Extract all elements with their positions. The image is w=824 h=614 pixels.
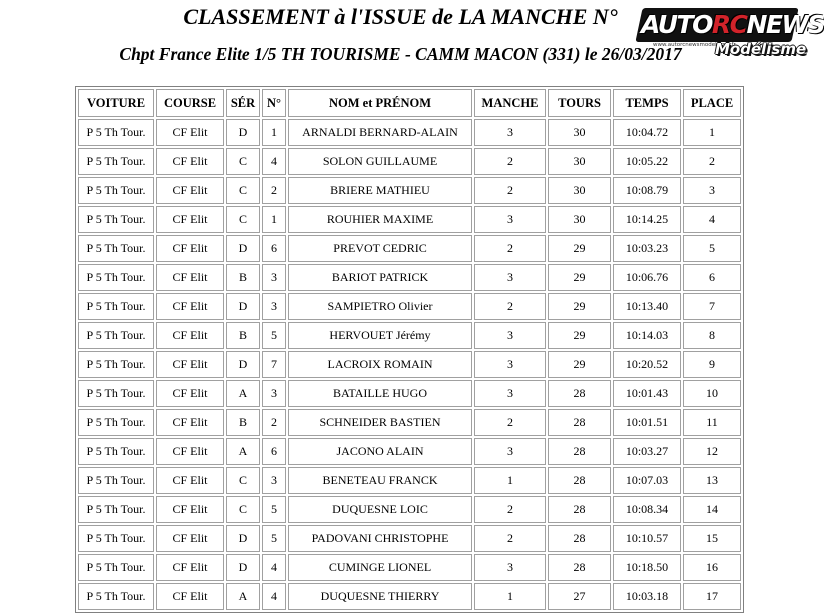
page-title: CLASSEMENT à l'ISSUE de LA MANCHE N° [183, 4, 618, 29]
cell-serie: A [226, 583, 260, 610]
cell-manche: 2 [474, 409, 546, 436]
cell-nom-prenom: SOLON GUILLAUME [288, 148, 472, 175]
cell-place: 1 [683, 119, 741, 146]
cell-tours: 28 [548, 525, 611, 552]
cell-course: CF Elit [156, 554, 224, 581]
cell-numero: 2 [262, 177, 286, 204]
cell-manche: 3 [474, 119, 546, 146]
table-row [78, 322, 741, 349]
table-row [78, 438, 741, 465]
cell-voiture: P 5 Th Tour. [78, 583, 154, 610]
cell-course: CF Elit [156, 380, 224, 407]
cell-serie: D [226, 235, 260, 262]
cell-manche: 3 [474, 206, 546, 233]
cell-manche: 3 [474, 380, 546, 407]
table-row [78, 525, 741, 552]
cell-numero: 7 [262, 351, 286, 378]
cell-tours: 30 [548, 206, 611, 233]
cell-serie: C [226, 177, 260, 204]
cell-serie: C [226, 467, 260, 494]
cell-course: CF Elit [156, 148, 224, 175]
cell-place: 8 [683, 322, 741, 349]
cell-nom-prenom: PADOVANI CHRISTOPHE [288, 525, 472, 552]
cell-numero: 6 [262, 235, 286, 262]
cell-course: CF Elit [156, 409, 224, 436]
cell-nom-prenom: DUQUESNE LOIC [288, 496, 472, 523]
cell-course: CF Elit [156, 351, 224, 378]
cell-tours: 30 [548, 177, 611, 204]
cell-tours: 28 [548, 554, 611, 581]
col-header-manche: MANCHE [474, 89, 546, 117]
cell-place: 14 [683, 496, 741, 523]
cell-temps: 10:03.18 [613, 583, 681, 610]
cell-temps: 10:14.03 [613, 322, 681, 349]
cell-manche: 3 [474, 351, 546, 378]
cell-nom-prenom: ARNALDI BERNARD-ALAIN [288, 119, 472, 146]
cell-course: CF Elit [156, 438, 224, 465]
cell-serie: D [226, 119, 260, 146]
cell-temps: 10:18.50 [613, 554, 681, 581]
cell-nom-prenom: PREVOT CEDRIC [288, 235, 472, 262]
cell-manche: 2 [474, 177, 546, 204]
cell-place: 2 [683, 148, 741, 175]
autorcnews-logo [637, 6, 824, 64]
header-row [78, 89, 741, 117]
cell-place: 15 [683, 525, 741, 552]
cell-course: CF Elit [156, 322, 224, 349]
cell-voiture: P 5 Th Tour. [78, 177, 154, 204]
cell-voiture: P 5 Th Tour. [78, 496, 154, 523]
col-header-course: COURSE [156, 89, 224, 117]
cell-manche: 3 [474, 264, 546, 291]
cell-place: 16 [683, 554, 741, 581]
cell-tours: 29 [548, 351, 611, 378]
cell-numero: 5 [262, 525, 286, 552]
col-header-serie: SÉR [226, 89, 260, 117]
cell-voiture: P 5 Th Tour. [78, 264, 154, 291]
cell-numero: 4 [262, 583, 286, 610]
cell-nom-prenom: BATAILLE HUGO [288, 380, 472, 407]
cell-nom-prenom: HERVOUET Jérémy [288, 322, 472, 349]
cell-temps: 10:01.43 [613, 380, 681, 407]
cell-manche: 2 [474, 496, 546, 523]
cell-course: CF Elit [156, 177, 224, 204]
cell-voiture: P 5 Th Tour. [78, 380, 154, 407]
cell-voiture: P 5 Th Tour. [78, 293, 154, 320]
cell-nom-prenom: BARIOT PATRICK [288, 264, 472, 291]
col-header-numero: N° [262, 89, 286, 117]
cell-numero: 3 [262, 467, 286, 494]
cell-numero: 3 [262, 264, 286, 291]
cell-temps: 10:14.25 [613, 206, 681, 233]
table-row [78, 264, 741, 291]
cell-voiture: P 5 Th Tour. [78, 322, 154, 349]
cell-tours: 28 [548, 380, 611, 407]
cell-manche: 1 [474, 467, 546, 494]
cell-voiture: P 5 Th Tour. [78, 148, 154, 175]
cell-course: CF Elit [156, 496, 224, 523]
col-header-voiture: VOITURE [78, 89, 154, 117]
cell-manche: 1 [474, 583, 546, 610]
cell-place: 9 [683, 351, 741, 378]
cell-nom-prenom: BRIERE MATHIEU [288, 177, 472, 204]
cell-course: CF Elit [156, 264, 224, 291]
cell-numero: 6 [262, 438, 286, 465]
cell-serie: D [226, 351, 260, 378]
cell-course: CF Elit [156, 467, 224, 494]
cell-serie: C [226, 148, 260, 175]
cell-manche: 2 [474, 293, 546, 320]
cell-temps: 10:07.03 [613, 467, 681, 494]
cell-place: 3 [683, 177, 741, 204]
cell-manche: 2 [474, 525, 546, 552]
cell-tours: 29 [548, 235, 611, 262]
table-row [78, 206, 741, 233]
cell-voiture: P 5 Th Tour. [78, 554, 154, 581]
cell-place: 12 [683, 438, 741, 465]
cell-place: 4 [683, 206, 741, 233]
cell-serie: C [226, 496, 260, 523]
table-row [78, 119, 741, 146]
cell-serie: B [226, 409, 260, 436]
cell-course: CF Elit [156, 525, 224, 552]
table-row [78, 409, 741, 436]
cell-voiture: P 5 Th Tour. [78, 467, 154, 494]
results-table-head [78, 89, 741, 117]
cell-manche: 3 [474, 438, 546, 465]
col-header-nom-prenom: NOM et PRÉNOM [288, 89, 472, 117]
cell-place: 5 [683, 235, 741, 262]
col-header-tours: TOURS [548, 89, 611, 117]
cell-temps: 10:01.51 [613, 409, 681, 436]
cell-voiture: P 5 Th Tour. [78, 206, 154, 233]
table-row [78, 467, 741, 494]
cell-temps: 10:06.76 [613, 264, 681, 291]
cell-place: 11 [683, 409, 741, 436]
table-row [78, 235, 741, 262]
cell-nom-prenom: DUQUESNE THIERRY [288, 583, 472, 610]
cell-serie: C [226, 206, 260, 233]
cell-voiture: P 5 Th Tour. [78, 119, 154, 146]
logo-part-auto: AUTO [641, 10, 712, 39]
table-row [78, 177, 741, 204]
cell-course: CF Elit [156, 119, 224, 146]
page-subtitle: Chpt France Elite 1/5 TH TOURISME - CAMM MACON (331) le 26/03/2017 [119, 44, 682, 64]
cell-place: 13 [683, 467, 741, 494]
cell-tours: 29 [548, 264, 611, 291]
cell-temps: 10:04.72 [613, 119, 681, 146]
cell-manche: 3 [474, 554, 546, 581]
table-row [78, 351, 741, 378]
cell-temps: 10:03.23 [613, 235, 681, 262]
cell-numero: 4 [262, 148, 286, 175]
cell-nom-prenom: SAMPIETRO Olivier [288, 293, 472, 320]
cell-nom-prenom: BENETEAU FRANCK [288, 467, 472, 494]
cell-course: CF Elit [156, 206, 224, 233]
cell-voiture: P 5 Th Tour. [78, 438, 154, 465]
cell-manche: 2 [474, 148, 546, 175]
cell-manche: 2 [474, 235, 546, 262]
table-row [78, 380, 741, 407]
logo-wordmark [641, 10, 824, 39]
cell-tours: 30 [548, 119, 611, 146]
cell-numero: 2 [262, 409, 286, 436]
table-row [78, 583, 741, 610]
cell-temps: 10:13.40 [613, 293, 681, 320]
logo-part-rc: RC [711, 10, 747, 39]
cell-temps: 10:08.34 [613, 496, 681, 523]
table-row [78, 554, 741, 581]
cell-tours: 29 [548, 322, 611, 349]
col-header-place: PLACE [683, 89, 741, 117]
cell-numero: 5 [262, 322, 286, 349]
cell-tours: 28 [548, 438, 611, 465]
cell-temps: 10:03.27 [613, 438, 681, 465]
cell-nom-prenom: ROUHIER MAXIME [288, 206, 472, 233]
cell-nom-prenom: LACROIX ROMAIN [288, 351, 472, 378]
cell-nom-prenom: CUMINGE LIONEL [288, 554, 472, 581]
cell-course: CF Elit [156, 293, 224, 320]
logo-part-news: NEWS [746, 10, 824, 39]
cell-place: 10 [683, 380, 741, 407]
cell-temps: 10:05.22 [613, 148, 681, 175]
cell-numero: 3 [262, 380, 286, 407]
cell-place: 17 [683, 583, 741, 610]
table-row [78, 496, 741, 523]
cell-serie: D [226, 293, 260, 320]
cell-temps: 10:08.79 [613, 177, 681, 204]
cell-course: CF Elit [156, 235, 224, 262]
cell-numero: 4 [262, 554, 286, 581]
cell-serie: A [226, 380, 260, 407]
cell-place: 7 [683, 293, 741, 320]
cell-tours: 27 [548, 583, 611, 610]
results-table-body [78, 119, 741, 610]
cell-serie: A [226, 438, 260, 465]
cell-numero: 1 [262, 119, 286, 146]
cell-manche: 3 [474, 322, 546, 349]
cell-serie: D [226, 554, 260, 581]
cell-serie: B [226, 322, 260, 349]
cell-nom-prenom: JACONO ALAIN [288, 438, 472, 465]
results-table [75, 86, 744, 613]
cell-serie: B [226, 264, 260, 291]
logo-subtitle: Modélisme [715, 40, 807, 58]
cell-temps: 10:20.52 [613, 351, 681, 378]
cell-tours: 29 [548, 293, 611, 320]
cell-numero: 3 [262, 293, 286, 320]
cell-voiture: P 5 Th Tour. [78, 409, 154, 436]
cell-numero: 5 [262, 496, 286, 523]
cell-tours: 28 [548, 496, 611, 523]
cell-place: 6 [683, 264, 741, 291]
cell-course: CF Elit [156, 583, 224, 610]
cell-tours: 30 [548, 148, 611, 175]
table-row [78, 293, 741, 320]
cell-voiture: P 5 Th Tour. [78, 525, 154, 552]
col-header-temps: TEMPS [613, 89, 681, 117]
cell-voiture: P 5 Th Tour. [78, 235, 154, 262]
cell-voiture: P 5 Th Tour. [78, 351, 154, 378]
cell-numero: 1 [262, 206, 286, 233]
cell-tours: 28 [548, 467, 611, 494]
cell-temps: 10:10.57 [613, 525, 681, 552]
table-row [78, 148, 741, 175]
logo-url: www.autorcnewsmodelisme.fr [653, 42, 736, 48]
cell-tours: 28 [548, 409, 611, 436]
cell-serie: D [226, 525, 260, 552]
cell-nom-prenom: SCHNEIDER BASTIEN [288, 409, 472, 436]
